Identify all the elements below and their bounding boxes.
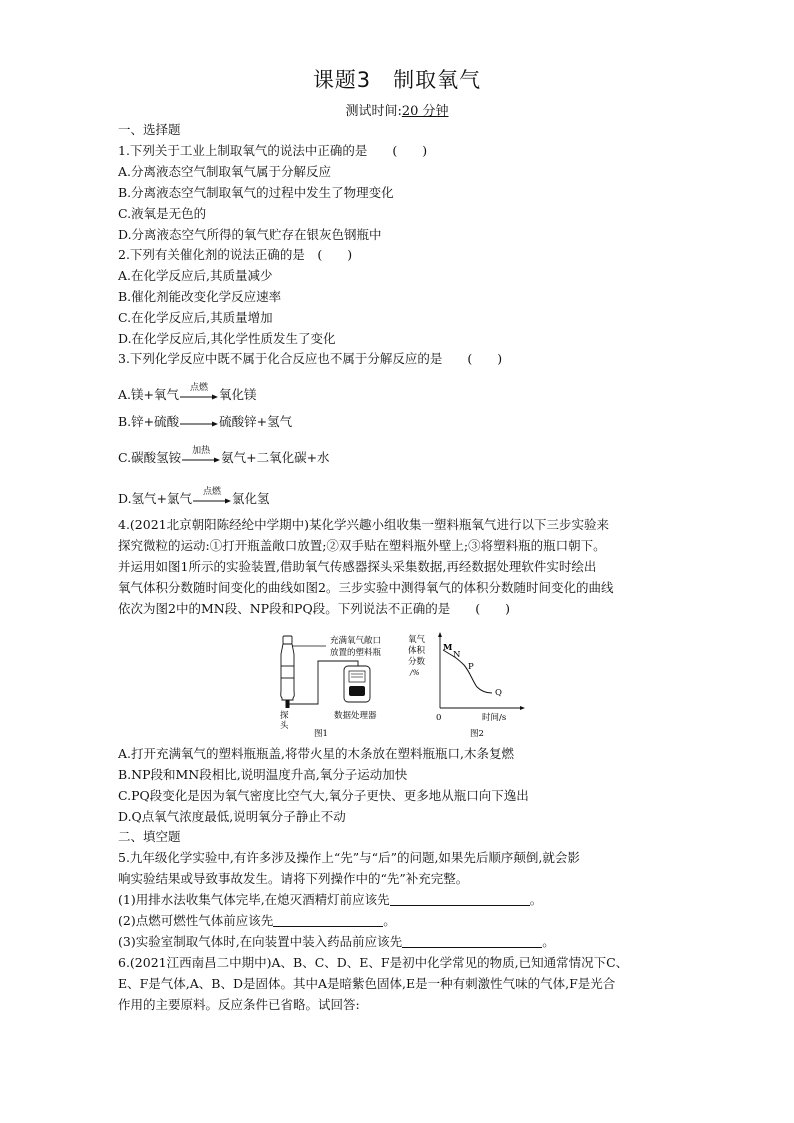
fig2-origin: 0 xyxy=(436,713,442,723)
question-6-line-1: 6.(2021江西南昌二中期中)A、B、C、D、E、F是初中化学常见的物质,已知通常情况下C、 xyxy=(118,955,629,970)
question-2-option-a: A.在化学反应后,其质量减少 xyxy=(118,268,273,283)
figure-2-caption: 图2 xyxy=(470,729,484,739)
fig2-ylabel-1: 氧气 xyxy=(408,635,426,645)
question-6-line-2: E、F是气体,A、B、D是固体。其中A是暗紫色固体,E是一种有刺激性气味的气体,F是光合 xyxy=(118,976,616,991)
fig2-point-q: Q xyxy=(495,688,502,698)
question-4-option-d: D.Q点氧气浓度最低,说明氧分子静止不动 xyxy=(118,809,346,824)
fig2-point-p: P xyxy=(468,662,474,672)
answer-blank-1[interactable] xyxy=(390,891,530,906)
bottle-label-1: 充满氧气敞口 xyxy=(330,636,382,646)
processor-label: 数据处理器 xyxy=(334,711,377,721)
test-time-value: 20 分钟 xyxy=(401,104,449,119)
question-4-option-a: A.打开充满氧气的塑料瓶瓶盖,将带火星的木条放在塑料瓶瓶口,木条复燃 xyxy=(118,746,514,761)
question-4-option-b: B.NP段和MN段相比,说明温度升高,氧分子运动加快 xyxy=(118,767,408,782)
question-5-line-1: 5.九年级化学实验中,有许多涉及操作上“先”与“后”的问题,如果先后顺序颠倒,就会影 xyxy=(118,850,580,865)
question-5-item-2: (2)点燃可燃性气体前应该先 。 xyxy=(118,913,396,928)
fig2-ylabel-3: 分数 xyxy=(408,657,426,667)
fig2-ylabel-2: 体积 xyxy=(408,646,426,656)
question-1-option-d: D.分离液态空气所得的氧气贮存在银灰色钢瓶中 xyxy=(118,227,382,242)
fig2-point-n: N xyxy=(453,650,461,660)
answer-blank-3[interactable] xyxy=(402,933,542,948)
figure-2 xyxy=(408,632,525,739)
question-4-option-c: C.PQ段变化是因为氧气密度比空气大,氧分子更快、更多地从瓶口向下逸出 xyxy=(118,788,529,803)
reaction-condition: 加热 xyxy=(192,445,211,456)
fig2-point-m: M xyxy=(443,643,453,653)
question-4-line-1: 4.(2021北京朝阳陈经纶中学期中)某化学兴趣小组收集一塑料瓶氧气进行以下三步实验来 xyxy=(118,517,609,532)
question-3-option-d: D.氢气+氯气 点燃 氯化氢 xyxy=(118,490,270,508)
question-1-option-c: C.液氧是无色的 xyxy=(118,206,207,221)
reaction-condition: 点燃 xyxy=(203,486,222,497)
reaction-arrow xyxy=(180,382,218,403)
reaction-arrow xyxy=(193,486,231,507)
figure-1-caption: 图1 xyxy=(314,729,328,739)
question-3-option-a: A.镁+氧气 点燃 氧化镁 xyxy=(118,386,257,404)
question-4-line-4: 氧气体积分数随时间变化的曲线如图2。三步实验中测得氧气的体积分数随时间变化的曲线 xyxy=(118,580,614,595)
question-2-stem: 2.下列有关催化剂的说法正确的是 ( ) xyxy=(118,247,353,262)
question-1-option-a: A.分离液态空气制取氧气属于分解反应 xyxy=(118,164,332,179)
question-5-item-3: (3)实验室制取气体时,在向装置中装入药品前应该先 。 xyxy=(118,934,555,949)
question-3-option-c: C.碳酸氢铵 加热 氨气+二氧化碳+水 xyxy=(118,449,330,467)
question-5-line-2: 响实验结果或导致事故发生。请将下列操作中的“先”补充完整。 xyxy=(118,871,469,886)
plastic-bottle-icon xyxy=(281,636,295,700)
reaction-condition: 点燃 xyxy=(189,382,208,393)
question-1-option-b: B.分离液态空气制取氧气的过程中发生了物理变化 xyxy=(118,185,394,200)
page-title: 课题3 制取氧气 xyxy=(312,68,482,92)
question-4-line-5: 依次为图2中的MN段、NP段和PQ段。下列说法不正确的是 ( ) xyxy=(118,601,510,616)
question-4-line-3: 并运用如图1所示的实验装置,借助氧气传感器探头采集数据,再经数据处理软件实时绘出 xyxy=(118,559,597,574)
data-processor-icon xyxy=(344,666,370,702)
section-heading-fill: 二、填空题 xyxy=(118,829,181,844)
question-1-stem: 1.下列关于工业上制取氧气的说法中正确的是 ( ) xyxy=(118,143,428,158)
question-4-line-2: 探究微粒的运动:①打开瓶盖敞口放置;②双手贴在塑料瓶外壁上;③将塑料瓶的瓶口朝下。 xyxy=(118,538,606,553)
question-6-line-3: 作用的主要原料。反应条件已省略。试回答: xyxy=(118,997,360,1012)
question-2-option-c: C.在化学反应后,其质量增加 xyxy=(118,310,273,325)
bottle-label-2: 放置的塑料瓶 xyxy=(330,648,382,658)
reaction-arrow xyxy=(182,445,220,466)
answer-blank-2[interactable] xyxy=(273,912,383,927)
probe-label-2: 头 xyxy=(280,721,289,731)
question-2-option-b: B.催化剂能改变化学反应速率 xyxy=(118,289,282,304)
probe-icon xyxy=(286,700,290,708)
section-heading-choice: 一、选择题 xyxy=(118,122,181,137)
question-3-option-b: B.锌+硫酸 硫酸锌+氢气 xyxy=(118,414,293,429)
question-5-item-1: (1)用排水法收集气体完毕,在熄灭酒精灯前应该先 。 xyxy=(118,892,543,907)
figure-1 xyxy=(280,635,382,739)
question-2-option-d: D.在化学反应后,其化学性质发生了变化 xyxy=(118,331,336,346)
test-time-label: 测试时间: xyxy=(345,104,402,119)
test-time xyxy=(0,100,794,119)
fig2-xlabel: 时间/s xyxy=(482,713,507,723)
sensor-cable xyxy=(290,661,359,704)
probe-label-1: 探 xyxy=(280,711,289,721)
reaction-arrow xyxy=(180,416,218,430)
question-3-stem: 3.下列化学反应中既不属于化合反应也不属于分解反应的是 ( ) xyxy=(118,351,503,366)
experiment-figures xyxy=(270,632,530,740)
fig2-ylabel-4: /% xyxy=(410,668,420,677)
